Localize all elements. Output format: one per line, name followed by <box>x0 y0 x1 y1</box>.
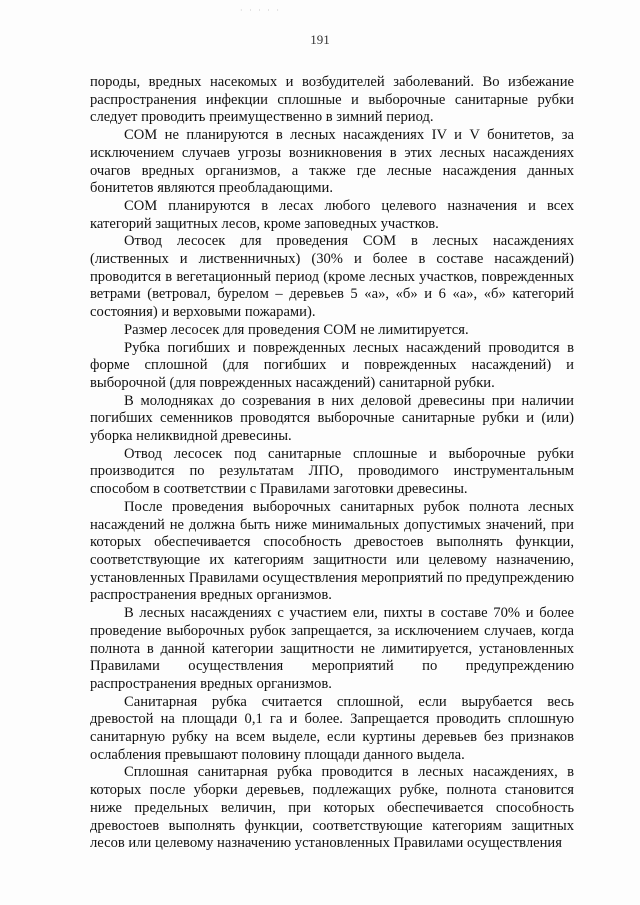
scan-header-noise: · · · · · <box>240 6 281 15</box>
paragraph: Рубка погибших и поврежденных лесных насаждений проводится в форме сплошной (для погибших и поврежденных насаждений) и выборочной (для поврежденных насаждений) санитарной рубки. <box>90 339 574 391</box>
paragraph: Отвод лесосек для проведения СОМ в лесных насаждениях (лиственных и лиственничных) (30% и более в составе насаждений) проводится в вегетационный период (кроме лесных участков, поврежденных ветрами (ветровал, бурелом – деревьев 5 «а», «б» и 6 «а», «б» категорий состояния) и верховыми пожарами). <box>90 233 574 321</box>
paragraph: После проведения выборочных санитарных рубок полнота лесных насаждений не должна быть ниже минимальных допустимых значений, при которых обеспечивается способность древостоев выполнять функции, соответствующие их категориям защитности или целевому назначению, установленных Правилами осуществления мероприятий по предупреждению распространения вредных организмов. <box>90 498 574 604</box>
paragraph: Отвод лесосек под санитарные сплошные и выборочные рубки производится по результатам ЛПО, проводимого инструментальным способом в соответствии с Правилами заготовки древесины. <box>90 445 574 498</box>
paragraph: В молодняках до созревания в них деловой древесины при наличии погибших семенников проводятся выборочные санитарные рубки и (или) уборка неликвидной древесины. <box>90 392 574 445</box>
paragraph: СОМ не планируются в лесных насаждениях IV и V бонитетов, за исключением случаев угрозы возникновения в этих лесных насаждениях очагов вредных организмов, а также где лесные насаждения данных бонитетов являются преобладающими. <box>90 127 574 197</box>
paragraph: В лесных насаждениях с участием ели, пихты в составе 70% и более проведение выборочных рубок запрещается, за исключением случаев, когда полнота в данной категории защитности не лимитируется, установленных Правилами осуществления мероприятий по предупреждению распространения вредных организмов. <box>90 605 574 692</box>
document-body <box>90 74 574 853</box>
paragraph: Размер лесосек для проведения СОМ не лимитируется. <box>124 321 469 338</box>
paragraph: Санитарная рубка считается сплошной, если вырубается весь древостой на площади 0,1 га и более. Запрещается проводить сплошную санитарную рубку на всем выделе, если куртины деревьев без признаков ослабления превышают половину площади данного выдела. <box>90 693 574 763</box>
paragraph: СОМ планируются в лесах любого целевого назначения и всех категорий защитных лесов, кроме заповедных участков. <box>90 197 574 232</box>
paragraph: породы, вредных насекомых и возбудителей заболеваний. Во избежание распространения инфекции сплошные и выборочные санитарные рубки следует проводить преимущественно в зимний период. <box>90 74 574 126</box>
paragraph: Сплошная санитарная рубка проводится в лесных насаждениях, в которых после уборки деревьев, подлежащих рубке, полнота становится ниже предельных величин, при которых обеспечивается способность древостоев выполнять функции, соответствующие категориям защитных лесов или целевому назначению установленных Правилами осуществления <box>90 764 574 852</box>
page-number: 191 <box>310 32 330 47</box>
